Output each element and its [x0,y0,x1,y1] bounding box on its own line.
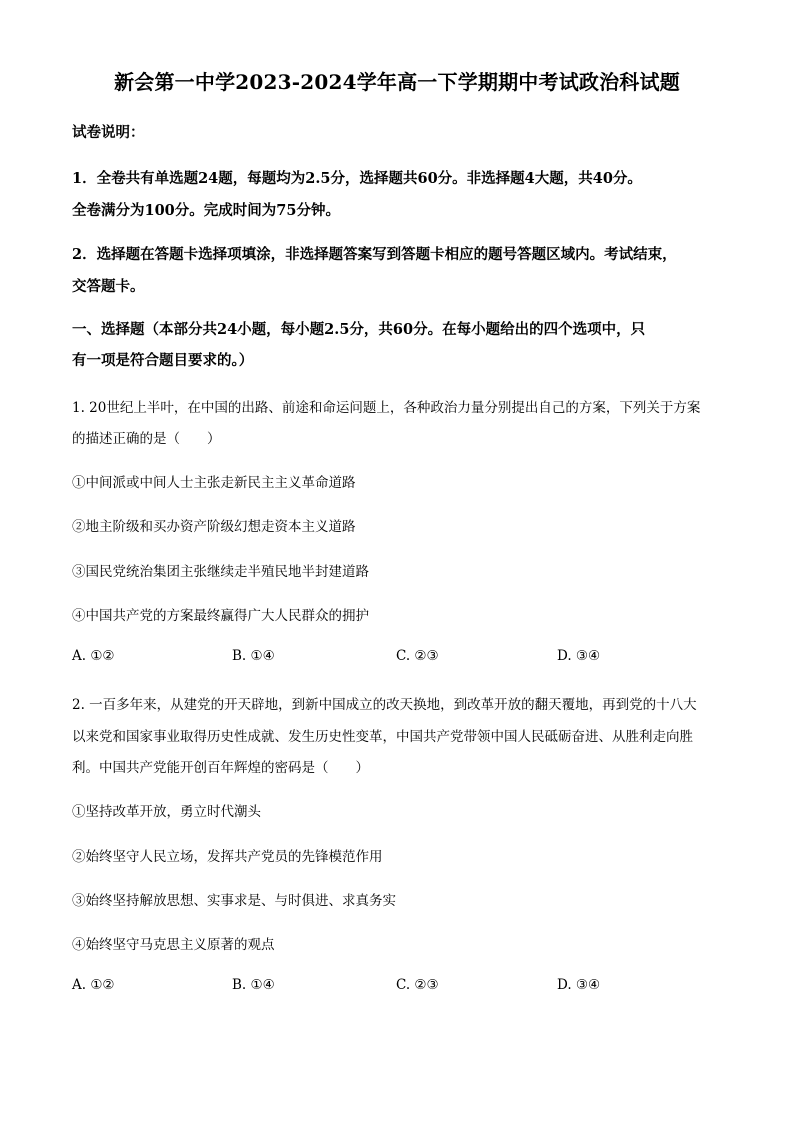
question-2-option-c: C. ②③ [396,977,439,993]
question-2-statement-3: ③始终坚持解放思想、实事求是、与时俱进、求真务实 [72,893,396,909]
question-1-statement-4: ④中国共产党的方案最终赢得广大人民群众的拥护 [72,608,369,624]
question-2-statement-2: ②始终坚守人民立场，发挥共产党员的先锋模范作用 [72,849,383,865]
question-1-statement-2: ②地主阶级和买办资产阶级幻想走资本主义道路 [72,519,356,535]
question-1-statement-1: ①中间派或中间人士主张走新民主主义革命道路 [72,475,356,491]
question-2-option-b: B. ①④ [232,977,275,993]
question-1-option-b: B. ①④ [232,648,275,664]
instruction-item-2-line-1: 2．选择题在答题卡选择项填涂，非选择题答案写到答题卡相应的题号答题区域内。考试结束， [72,246,677,263]
exam-title: 新会第一中学2023-2024学年高一下学期期中考试政治科试题 [114,70,680,94]
question-2-statement-4: ④始终坚守马克思主义原著的观点 [72,937,275,953]
section-heading-line-1: 一、选择题（本部分共24小题，每小题2.5分，共60分。在每小题给出的四个选项中，只 [72,321,646,338]
instruction-item-1-line-2: 全卷满分为100分。完成时间为75分钟。 [72,202,340,219]
question-2-stem-line-1: 2. 一百多年来，从建党的开天辟地，到新中国成立的改天换地，到改革开放的翻天覆地，再到党的十八大 [72,697,697,713]
instructions-heading: 试卷说明： [72,124,145,141]
question-1-option-a: A. ①② [72,648,115,664]
question-2-statement-1: ①坚持改革开放，勇立时代潮头 [72,804,261,820]
instruction-item-1-line-1: 1．全卷共有单选题24题，每题均为2.5分，选择题共60分。非选择题4大题，共40分。 [72,170,642,187]
section-heading-line-2: 有一项是符合题目要求的。） [72,352,254,369]
instruction-item-2-line-2: 交答题卡。 [72,278,145,295]
question-2-option-d: D. ③④ [557,977,601,993]
question-2-stem-line-2: 以来党和国家事业取得历史性成就、发生历史性变革，中国共产党带领中国人民砥砺奋进、从胜利走向胜 [72,729,693,745]
question-2-stem-line-3: 利。中国共产党能开创百年辉煌的密码是（ ） [72,760,369,776]
question-1-stem-line-2: 的描述正确的是（ ） [72,431,221,447]
question-1-option-d: D. ③④ [557,648,601,664]
question-1-option-c: C. ②③ [396,648,439,664]
question-2-option-a: A. ①② [72,977,115,993]
question-1-stem-line-1: 1. 20世纪上半叶，在中国的出路、前途和命运问题上，各种政治力量分别提出自己的方案，下列关于方案 [72,400,701,416]
question-1-statement-3: ③国民党统治集团主张继续走半殖民地半封建道路 [72,564,369,580]
